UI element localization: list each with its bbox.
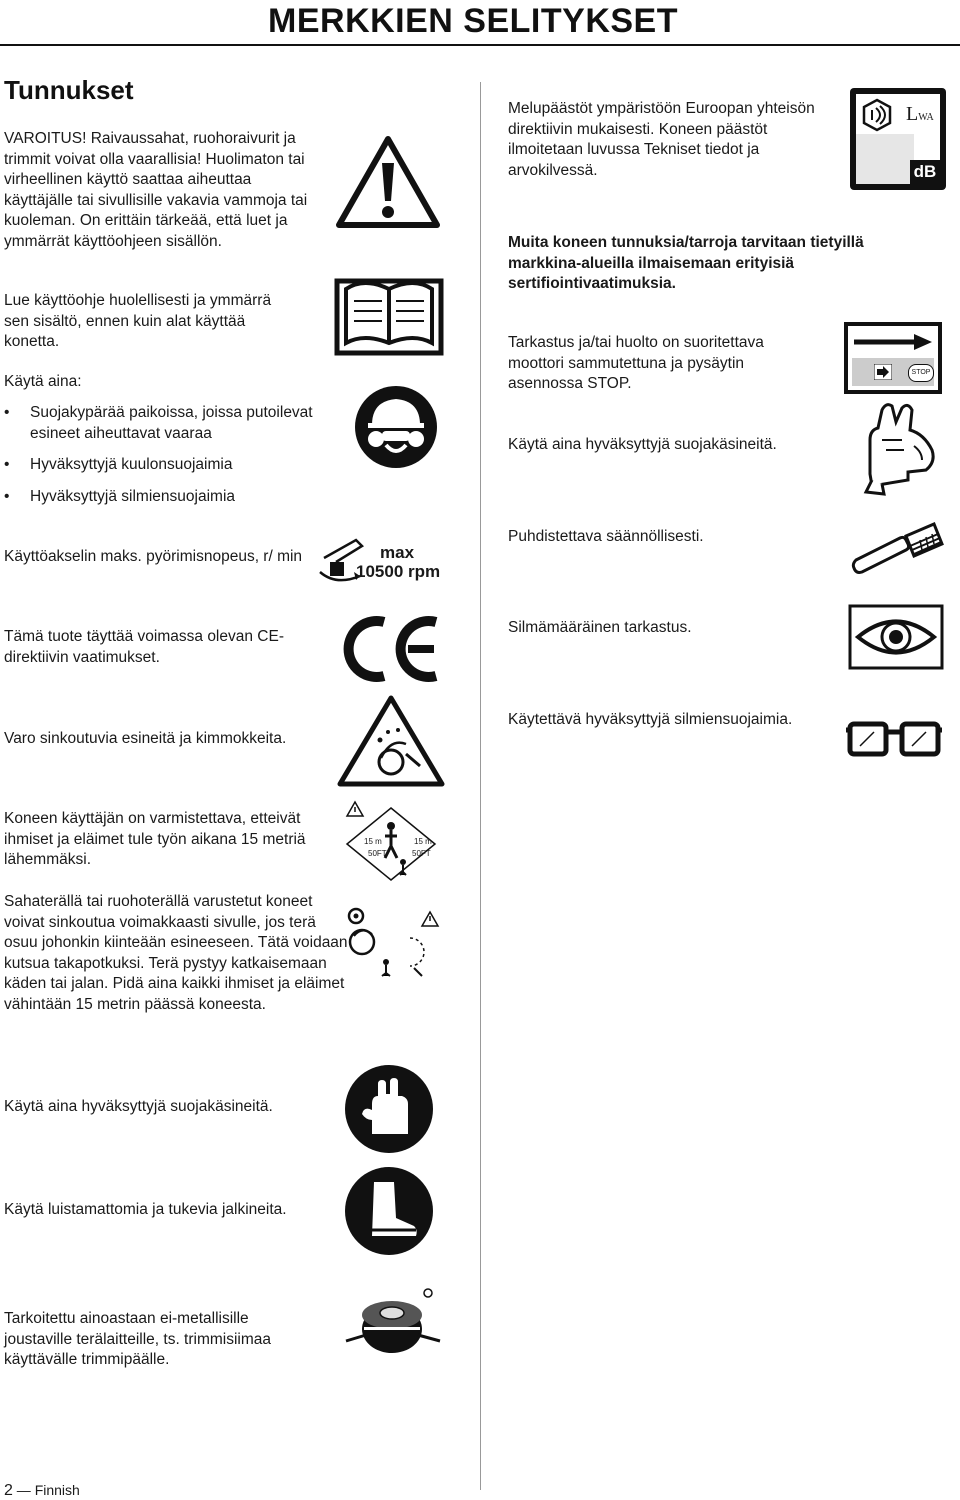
distance-text: Koneen käyttäjän on varmistettava, etteivät ihmiset ja eläimet tule työn aikana 15 metriä lähemmäksi. (4, 810, 306, 868)
stop-text: Tarkastus ja/tai huolto on suoritettava moottori sammutettuna ja pysäytin asennossa STOP. (508, 334, 764, 392)
column-divider (480, 82, 481, 1490)
page-title: MERKKIEN SELITYKSET (268, 2, 678, 40)
arrow-right-icon (874, 364, 892, 380)
noise-text: Melupäästöt ympäristöön Euroopan yhteisön direktiivin mukaisesti. Koneen päästöt ilmoitetaan luvussa Tekniset tiedot ja arvokilvessä. (508, 100, 815, 179)
ce-text: Tämä tuote täyttää voimassa olevan CE-direktiivin vaatimukset. (4, 628, 284, 666)
glove-icon (852, 400, 940, 498)
projectiles-text: Varo sinkoutuvia esineitä ja kimmokkeita. (4, 730, 287, 747)
trimmer-head-icon (340, 1277, 444, 1373)
warning-text: VAROITUS! Raivaussahat, ruohoraivurit ja trimmit voivat olla vaarallisia! Huolimaton tai virheellinen käyttö saattaa aiheuttaa käyttäjälle tai sivullisille vakavia vammoja tai kuoleman. On erittäin tärkeää, että luet ja ymmärrät käyttöohjeen sisällön. (4, 130, 308, 250)
eye-icon (848, 604, 944, 670)
inspect-text: Silmämääräinen tarkastus. (508, 619, 692, 636)
max-speed-text: Käyttöakselin maks. pyörimisnopeus, r/ min (4, 548, 303, 565)
section-title: Tunnukset (4, 75, 134, 105)
db-label: dB (910, 160, 940, 184)
kickback-text: Sahaterällä tai ruohoterällä varustetut koneet voivat sinkoutua voimakkaasti sivulle, jos terä osuu johonkin kiinteään esineeseen. Tätä voidaan kutsua takapotkuksi. Terä pystyy katkaisemaan käden tai jalan. Pidä aina kaikki ihmiset ja eläimet vähintään 15 metrin päässä koneesta. (4, 893, 348, 1013)
ce-mark-icon (338, 612, 442, 686)
gloves-text-right: Käytä aina hyväksyttyjä suojakäsineitä. (508, 436, 777, 453)
always-list (4, 403, 334, 518)
page-number: 2 (4, 1482, 13, 1499)
distance-left-m: 15 m (364, 837, 382, 846)
warning-triangle-icon (333, 133, 443, 231)
kickback-warning-icon (340, 906, 440, 982)
lwa-subscript: WA (918, 112, 934, 123)
list-item: • Hyväksyttyjä kuulonsuojaimia (4, 455, 334, 476)
manual-book-icon (334, 267, 444, 359)
projectiles-warning-icon (336, 694, 446, 788)
clean-text: Puhdistettava säännöllisesti. (508, 528, 704, 545)
title-rule (0, 44, 960, 46)
gloves-text-left: Käytä aina hyväksyttyjä suojakäsineitä. (4, 1098, 273, 1115)
helmet-earmuffs-goggles-icon (354, 385, 438, 469)
manual-text: Lue käyttöohje huolellisesti ja ymmärrä sen sisältö, ennen kuin alat käyttää konetta. (4, 292, 272, 350)
gloves-mandatory-icon (344, 1064, 434, 1154)
goggles-text: Käytettävä hyväksyttyjä silmiensuojaimia. (508, 711, 793, 728)
boots-text: Käytä luistamattomia ja tukevia jalkineita. (4, 1201, 287, 1218)
boots-mandatory-icon (344, 1166, 434, 1256)
lwa-label: LWA (906, 103, 934, 125)
brush-icon (850, 516, 944, 580)
noise-box-gray (856, 134, 914, 184)
other-symbols-text: Muita koneen tunnuksia/tarroja tarvitaan tietyillä markkina-alueilla ilmaisemaan erityisiä sertifiointivaatimuksia. (508, 234, 864, 292)
distance-left-ft: 50FT (368, 849, 387, 858)
always-label: Käytä aina: (4, 373, 82, 390)
stop-switch-icon (844, 322, 942, 394)
footer-language: Finnish (34, 1482, 80, 1498)
rpm-label: 10500 rpm (356, 562, 441, 581)
list-item: • Suojakypärää paikoissa, joissa putoilevat esineet aiheuttavat vaaraa (4, 403, 334, 444)
footer (4, 1482, 80, 1500)
goggles-icon (846, 720, 942, 760)
noise-label-icon (850, 88, 946, 190)
footer-dash: — (16, 1482, 35, 1498)
stop-label: STOP (908, 364, 934, 382)
list-item: • Hyväksyttyjä silmiensuojaimia (4, 487, 334, 508)
max-label: max (380, 543, 415, 562)
trimmer-head-text: Tarkoitettu ainoastaan ei-metallisille joustaville terälaitteille, ts. trimmisiimaa käyttävälle trimmipäälle. (4, 1310, 272, 1368)
distance-right-ft: 50FT (412, 849, 431, 858)
distance-right-m: 15 m (414, 837, 432, 846)
